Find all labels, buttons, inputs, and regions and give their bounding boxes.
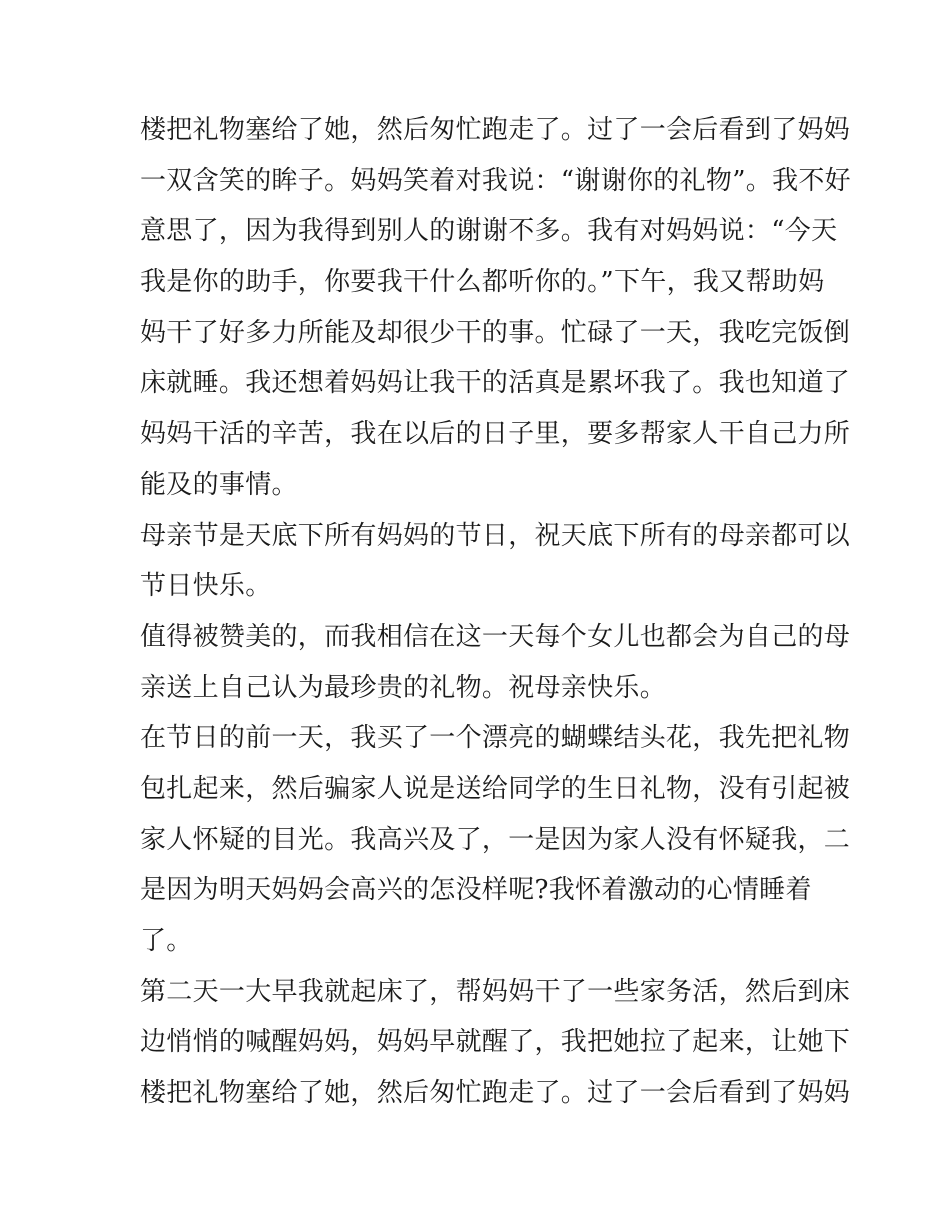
text-line: 包扎起来，然后骗家人说是送给同学的生日礼物，没有引起被 [140,773,851,804]
text-line: 家人怀疑的目光。我高兴及了，一是因为家人没有怀疑我，二 [140,824,851,855]
text-line: 值得被赞美的，而我相信在这一天每个女儿也都会为自己的母 [140,621,851,652]
text-line: 我是你的助手，你要我干什么都听你的。”下午，我又帮助妈 [140,267,825,298]
text-line: 亲送上自己认为最珍贵的礼物。祝母亲快乐。 [140,672,667,703]
text-line: 了。 [140,926,193,956]
text-line: 节日快乐。 [140,571,272,602]
document-body [140,105,851,1119]
text-line: 是因为明天妈妈会高兴的怎没样呢?我怀着激动的心情睡着 [140,875,812,906]
text-line: 边悄悄的喊醒妈妈，妈妈早就醒了，我把她拉了起来，让她下 [140,1027,851,1058]
text-line: 能及的事情。 [140,469,298,500]
text-line: 在节日的前一天，我买了一个漂亮的蝴蝶结头花，我先把礼物 [140,723,851,754]
text-line: 意思了，因为我得到别人的谢谢不多。我有对妈妈说：“今天 [140,216,838,247]
text-line: 床就睡。我还想着妈妈让我干的活真是累坏我了。我也知道了 [140,368,851,399]
text-line: 妈干了好多力所能及却很少干的事。忙碌了一天，我吃完饭倒 [140,317,851,348]
text-line: 楼把礼物塞给了她，然后匆忙跑走了。过了一会后看到了妈妈 [140,1078,851,1109]
text-line: 母亲节是天底下所有妈妈的节日，祝天底下所有的母亲都可以 [140,520,851,551]
text-line: 一双含笑的眸子。妈妈笑着对我说：“谢谢你的礼物”。我不好 [140,165,851,196]
text-line: 妈妈干活的辛苦，我在以后的日子里，要多帮家人干自己力所 [140,419,851,450]
text-line: 第二天一大早我就起床了，帮妈妈干了一些家务活，然后到床 [140,976,851,1007]
text-line: 楼把礼物塞给了她，然后匆忙跑走了。过了一会后看到了妈妈 [140,115,851,145]
